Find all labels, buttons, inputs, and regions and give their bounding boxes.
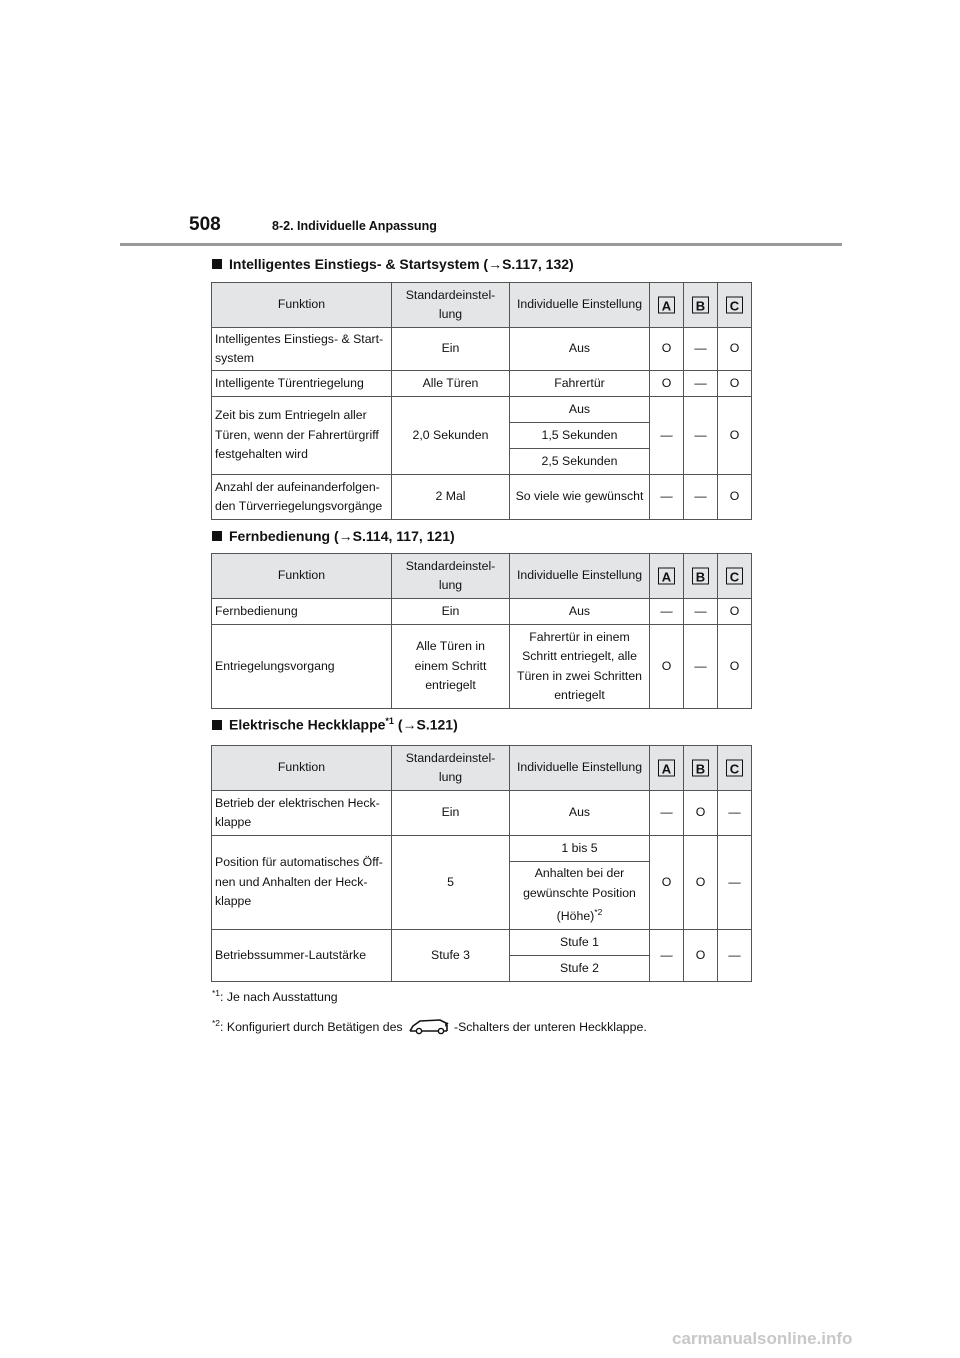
header-funktion: Funktion — [212, 283, 392, 328]
table-row: Anzahl der aufeinanderfolgen- den Türverriegelungsvorgänge 2 Mal So viele wie gewünscht — — O — [212, 475, 752, 520]
header-b: B — [684, 746, 718, 791]
header-c: C — [718, 554, 752, 599]
header-standard: Standardeinstel- lung — [392, 554, 510, 599]
arrow-icon: → — [488, 256, 503, 272]
header-funktion: Funktion — [212, 746, 392, 791]
table-row: Betrieb der elektrischen Heck- klappe Ein Aus — O — — [212, 791, 752, 836]
table-row: Betriebssummer-Lautstärke Stufe 3 Stufe 1 — O — — [212, 930, 752, 956]
table-row: Position für automatisches Öff- nen und Anhalten der Heck- klappe 5 1 bis 5 O O — — [212, 836, 752, 862]
table-row: Intelligente Türentriegelung Alle Türen Fahrertür O — O — [212, 371, 752, 397]
header-b: B — [684, 283, 718, 328]
header-rule — [120, 243, 842, 246]
watermark: carmanualsonline.info — [672, 1329, 853, 1348]
table-row: Zeit bis zum Entriegeln aller Türen, wenn der Fahrertürgriff festgehalten wird 2,0 Sekunden Aus — — O — [212, 397, 752, 423]
table-row: Fernbedienung Ein Aus — — O — [212, 599, 752, 625]
header-a: A — [650, 554, 684, 599]
table-row: Intelligentes Einstiegs- & Start- system Ein Aus O — O — [212, 328, 752, 371]
section-title-tailgate: Elektrische Heckklappe$^{*1}$ (→S.121) — [212, 716, 458, 733]
bullet-square-icon — [212, 720, 222, 730]
bullet-square-icon — [212, 259, 222, 269]
header-c: C — [718, 746, 752, 791]
header-funktion: Funktion — [212, 554, 392, 599]
bullet-square-icon — [212, 531, 222, 541]
section-ref: S.114, 117, 121) — [352, 528, 455, 544]
section-ref: S.121) — [416, 716, 458, 733]
footnote-mark: *1 — [385, 716, 394, 726]
header-c: C — [718, 283, 752, 328]
section-title-remote — [212, 528, 455, 544]
arrow-icon: → — [338, 528, 353, 544]
section-title-text: Fernbedienung ( — [229, 528, 339, 544]
page-number: 508 — [189, 214, 221, 235]
header-individual: Individuelle Einstellung — [510, 554, 650, 599]
section-title-text: Intelligentes Einstiegs- & Startsystem ( — [229, 256, 489, 272]
arrow-icon: → — [402, 716, 417, 733]
header-a: A — [650, 283, 684, 328]
header-a: A — [650, 746, 684, 791]
car-tailgate-icon — [408, 1017, 452, 1038]
header-individual: Individuelle Einstellung — [510, 746, 650, 791]
header-standard: Standardeinstel- lung — [392, 283, 510, 328]
table-row: Entriegelungsvorgang Alle Türen in einem Schritt entriegelt Fahrertür in einem Schritt entriegelt, alle Türen in zwei Schritten entriegelt O — O — [212, 625, 752, 709]
section-title-text: Elektrische Heckklappe — [229, 716, 386, 733]
footnote-1: $^{*1}$: Je nach Ausstattung — [212, 988, 338, 1005]
section-ref: S.117, 132) — [502, 256, 574, 272]
chapter-title: 8-2. Individuelle Anpassung — [272, 219, 437, 233]
table-tailgate: Funktion Standardeinstel- lung Individuelle Einstellung A B C Betrieb der elektrischen Heck- klappe Ein Aus — O — Position für automatisches Öff- nen und Anhalten der Heck- klappe 5 1 bis 5 O O — Anhalten bei der gewünschte Position (Höhe)$^{*2}$ Betriebssummer-Lautstärke Stufe 3 Stufe 1 — O — Stufe 2 — [211, 745, 752, 982]
table-smart-entry: Funktion Standardeinstel- lung Individuelle Einstellung A B C Intelligentes Einstiegs- & Start- system Ein Aus O — O Intelligente Türentriegelung Alle Türen Fahrertür O — O Zeit bis zum Entriegeln aller Türen, wenn der Fahrertürgriff festgehalten wird 2,0 Sekunden Aus — — O 1,5 Sekunden 2,5 Sekunden Anzahl der aufeinanderfolgen- den Türverriegelungsvorgänge 2 Mal So viele wie gewünscht — — O — [211, 282, 752, 520]
header-individual: Individuelle Einstellung — [510, 283, 650, 328]
section-title-smart-entry — [212, 256, 574, 272]
footnote-2: $^{*2}$: Konfiguriert durch Betätigen des -Schalters der unteren Heckklappe. — [212, 1017, 647, 1038]
header-b: B — [684, 554, 718, 599]
header-standard: Standardeinstel- lung — [392, 746, 510, 791]
table-remote — [211, 553, 752, 709]
